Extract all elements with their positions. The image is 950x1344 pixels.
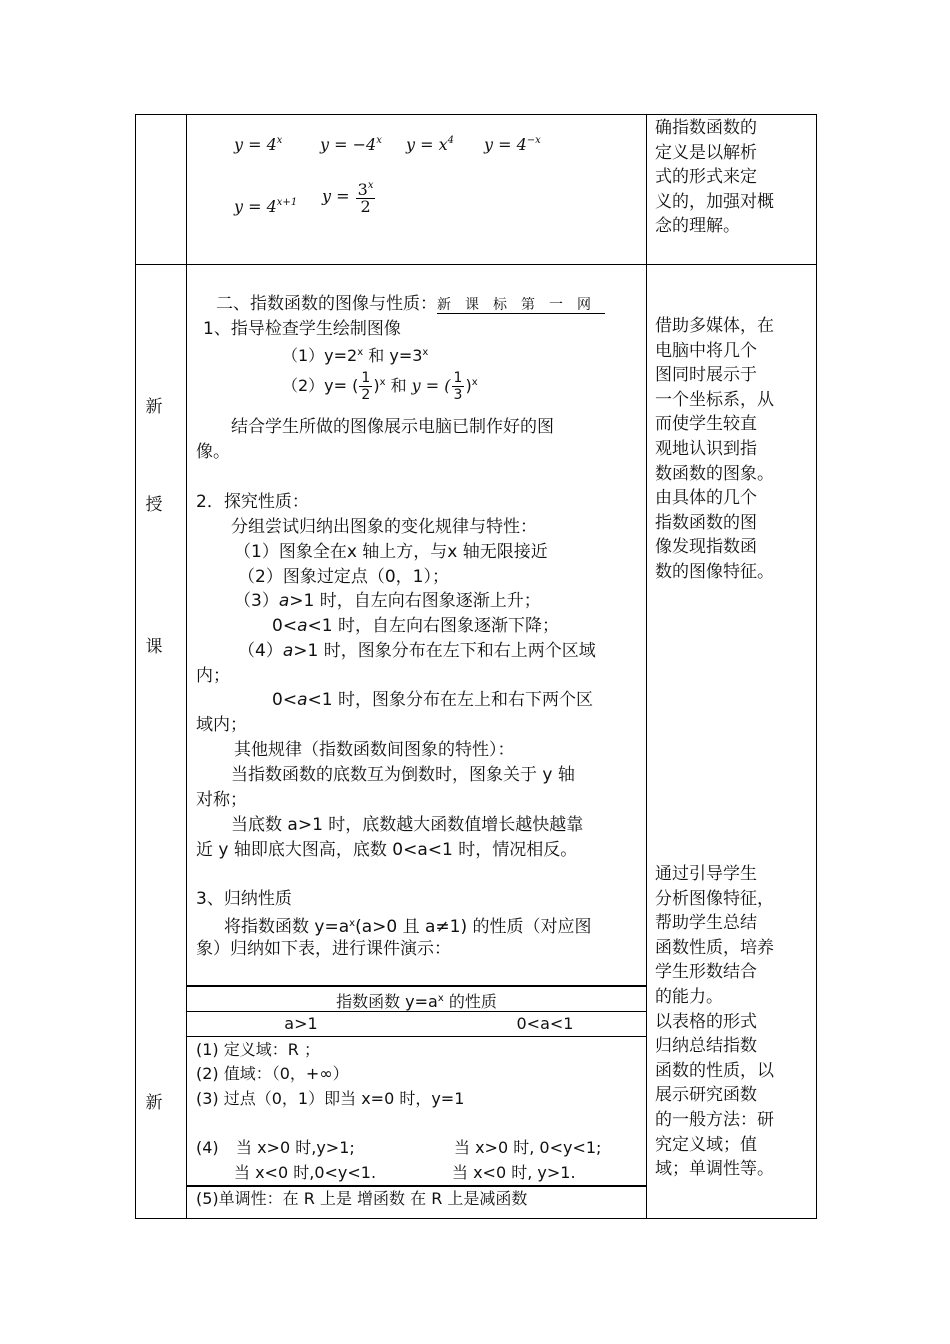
table-row-4-left-2: 当 x<0 时,0<y<1.	[234, 1163, 377, 1182]
step-2: 2．探究性质：	[196, 492, 309, 512]
table-row-fixed-point: (3) 过点（0，1）即当 x=0 时，y=1	[196, 1089, 465, 1108]
table-border-bottom	[135, 1218, 817, 1219]
formula-y-4x: $y = 4^x$	[234, 135, 283, 154]
section-heading: 二、指数函数的图像与性质：新课标第一网	[216, 294, 605, 314]
table-row-4-left-1: 当 x>0 时,y>1;	[236, 1138, 355, 1157]
summary-line-1: 将指数函数 $y=a^x(a>0$ 且 a≠1) 的性质（对应图	[224, 917, 592, 937]
table-row-4-label: (4)	[196, 1138, 219, 1157]
row-divider	[135, 264, 817, 265]
other-rule-1b: 对称；	[196, 790, 247, 810]
table-border-left	[135, 114, 136, 1219]
property-2: （2）图象过定点（0，1）；	[238, 567, 449, 587]
graph-item-1: $(1)y=2^x$ 和 $y=3^x$	[282, 346, 429, 365]
inner-table-line-2	[186, 1036, 647, 1037]
combine-line-1: 结合学生所做的图像展示电脑已制作好的图	[231, 417, 554, 437]
inner-col-a-lt-1: 0<a<1	[516, 1014, 574, 1033]
table-border-top	[135, 114, 817, 115]
inner-table-title: 指数函数 $y=a^x$ 的性质	[336, 992, 497, 1011]
section-char-4: 新	[145, 1093, 163, 1113]
graph-item-2: （2）y= ( $\frac{1}{2}$ )$^x$ 和 y = ( $\frac{1}{3}$ )$^x$	[282, 370, 478, 403]
section-char-3: 课	[145, 637, 163, 657]
property-4a-end: 内；	[196, 666, 230, 686]
section-char-2: 授	[145, 495, 163, 515]
table-row-range: (2) 值域：（0，+∞）	[196, 1064, 349, 1083]
watermark: 新课标第一网	[437, 297, 605, 313]
formula-y-neg4x: $y = -4^x$	[320, 135, 382, 154]
table-row-monotonicity: (5)单调性：在 R 上是 增函数 在 R 上是减函数	[196, 1189, 528, 1208]
summary-line-2: 象）归纳如下表，进行课件演示：	[196, 939, 451, 959]
formula-y-4x1: $y = 4^{x+1}$	[234, 197, 298, 216]
formula-y-x4: $y = x^4$	[406, 135, 455, 154]
property-4b-end: 域内；	[196, 715, 247, 735]
property-3a: （3）a>1 时，自左向右图象逐渐上升；	[234, 591, 541, 611]
formula-y-4negx: $y = 4^{-x}$	[484, 135, 541, 154]
property-1: （1）图象全在x 轴上方，与x 轴无限接近	[234, 542, 548, 562]
table-border-right	[816, 114, 817, 1219]
summary-note: 通过引导学生 分析图像特征， 帮助学生总结 函数性质，培养 学生形数结合 的能力。 以表格的形式 归纳总结指数 函数的性质，以 展示研究函数 的一般方法：研 究定义域；值 域；单调性等。	[655, 864, 774, 1180]
formula-y-3x-over-2: y = $\frac{3^x}{2}$	[322, 180, 374, 216]
section-char-1: 新	[145, 397, 163, 417]
combine-line-2: 像。	[196, 442, 230, 462]
table-row-domain: (1) 定义域：R ；	[196, 1040, 320, 1059]
group-instruction: 分组尝试归纳出图象的变化规律与特性：	[231, 517, 537, 537]
property-3b: 0<a<1 时，自左向右图象逐渐下降；	[272, 616, 559, 636]
definition-note: 确指数函数的 定义是以解析 式的形式来定 义的，加强对概 念的理解。	[655, 118, 774, 237]
property-4b: 0<a<1 时，图象分布在左上和右下两个区	[272, 690, 593, 710]
property-4a: （4）a>1 时，图象分布在左下和右上两个区域	[238, 641, 596, 661]
column-divider-1	[186, 114, 187, 1219]
multimedia-note: 借助多媒体，在 电脑中将几个 图同时展示于 一个坐标系，从 而使学生较直 观地认识到指 数函数的图象。 由具体的几个 指数函数的图 像发现指数函 数的图像特征。	[655, 316, 774, 582]
inner-col-a-gt-1: a>1	[284, 1014, 318, 1033]
step-3: 3、归纳性质	[196, 889, 292, 909]
other-rules: 其他规律（指数函数间图象的特性）：	[234, 740, 515, 760]
table-row-4-right-1: 当 x>0 时, 0<y<1;	[454, 1138, 602, 1157]
table-row-4-right-2: 当 x<0 时, y>1.	[452, 1163, 576, 1182]
other-rule-1a: 当指数函数的底数互为倒数时，图象关于 y 轴	[231, 765, 575, 785]
column-divider-2	[646, 114, 647, 1219]
step-1: 1、指导检查学生绘制图像	[203, 319, 401, 339]
inner-table-line-1	[186, 1011, 647, 1012]
other-rule-2b: 近 y 轴即底大图高，底数 0<a<1 时，情况相反。	[196, 840, 578, 860]
inner-table-top	[186, 985, 647, 987]
other-rule-2a: 当底数 a>1 时，底数越大函数值增长越快越靠	[231, 815, 584, 835]
